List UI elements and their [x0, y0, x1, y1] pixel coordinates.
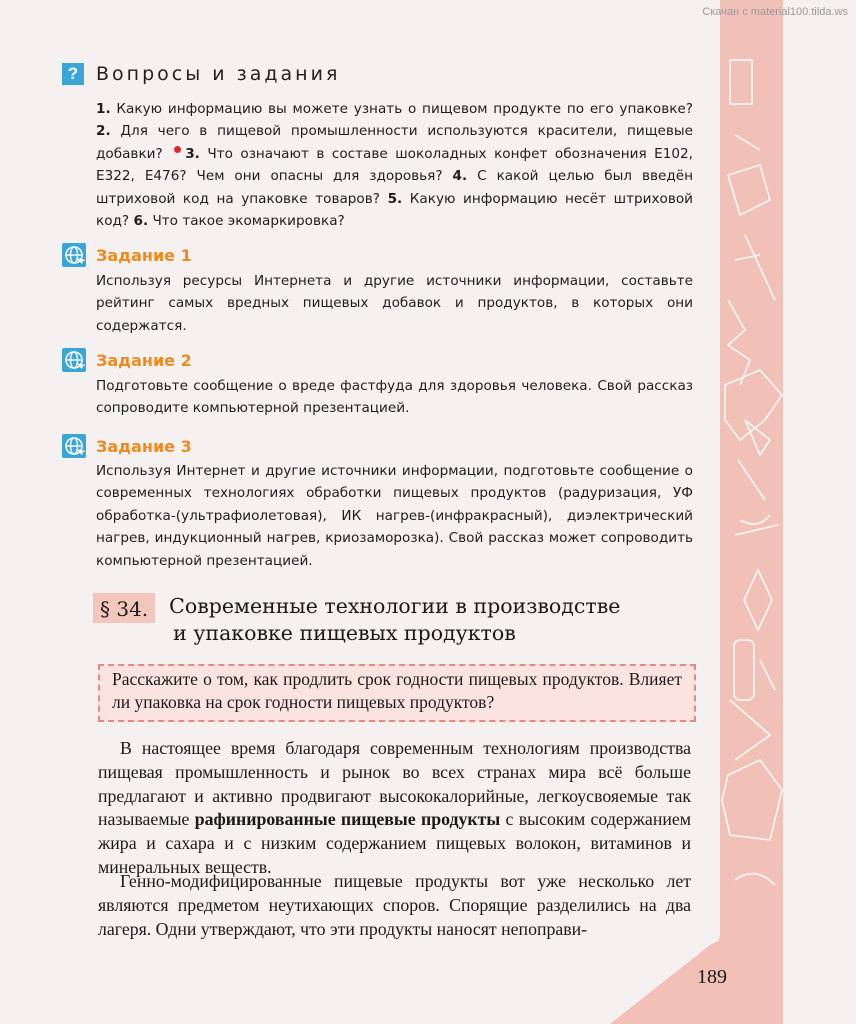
body-paragraph-1: [98, 737, 691, 880]
questions-list: [96, 98, 693, 232]
page-number: 189: [697, 966, 727, 988]
section-title: [169, 593, 620, 647]
task-1-heading: [62, 243, 192, 267]
question-text: Для чего в пищевой промышленности используются красители, пищевые добавки?: [96, 123, 693, 162]
paragraph-text: В настоящее время благодаря современным технологиям производства пищевая промышленность и рынок во всех странах мира всё больше предлагают и активно продвигают высококалорийные, легкоусвояемые так называемые: [98, 738, 691, 830]
question-number: 6.: [133, 213, 149, 230]
task-2-heading: [62, 348, 192, 372]
questions-title: Вопросы и задания: [96, 63, 341, 85]
section-title-line: Современные технологии в производстве: [169, 594, 621, 618]
globe-icon: [62, 243, 86, 267]
body-paragraph-2: Генно-модифицированные пищевые продукты вот уже несколько лет являются предметом неутихающих споров. Спорящие разделились на два лагеря. Одни утверждают, что эти продукты наносят непоправи-: [98, 871, 691, 939]
question-number: 3.: [185, 145, 200, 162]
paragraph-text: с высоким содержанием жира и сахара и с низким содержанием пищевых волокон, витаминов и минеральных веществ.: [98, 809, 691, 877]
question-number: 2.: [96, 123, 111, 140]
question-text: Что такое экомаркировка?: [152, 213, 345, 230]
task-3-text: Используя Интернет и другие источники информации, подготовьте сообщение о современных технологиях обработки пищевых продуктов (радуризация, УФ обработка-(ультрафиолетовая), ИК нагрев-(инфракрасный), диэлектрический нагрев, индукционный нагрев, криозаморозка). Свой рассказ может сопроводить компьютерной презентацией.: [96, 463, 693, 569]
question-mark-icon: ?: [62, 63, 84, 85]
section-heading: [93, 593, 620, 647]
task-2-title: Задание 2: [96, 350, 192, 370]
questions-heading: [62, 63, 340, 85]
task-2-text: Подготовьте сообщение о вреде фастфуда для здоровья человека. Свой рассказ сопроводите компьютерной презентацией.: [96, 378, 693, 417]
task-3-title: Задание 3: [96, 436, 192, 456]
bold-term: рафинированные пищевые продукты: [194, 809, 501, 830]
globe-icon: [62, 348, 86, 372]
question-text: Какую информацию вы можете узнать о пищевом продукте по его упаковке?: [116, 101, 693, 117]
question-number: 4.: [452, 168, 468, 185]
task-3-heading: [62, 434, 192, 458]
prompt-text: Расскажите о том, как продлить срок годности пищевых продуктов. Влияет ли упаковка на срок годности пищевых продуктов?: [112, 669, 682, 712]
question-text: Что означают в составе шоколадных конфет обозначения Е102, Е322, Е476? Чем они опасны для здоровья?: [96, 145, 693, 185]
section-number: § 34.: [93, 593, 155, 623]
question-text: Какую информацию несёт штриховой код?: [96, 190, 693, 230]
task-1-title: Задание 1: [96, 245, 192, 265]
task-1-text: Используя ресурсы Интернета и другие источники информации, составьте рейтинг самых вредных пищевых добавок и продуктов, в которых они содержатся.: [96, 273, 693, 334]
difficulty-dot-icon: [174, 146, 181, 153]
question-number: 1.: [96, 101, 111, 117]
question-number: 5.: [387, 190, 403, 207]
watermark: Скачан с material100.tilda.ws: [702, 6, 848, 18]
section-title-line: и упаковке пищевых продуктов: [173, 621, 516, 645]
globe-icon: [62, 434, 86, 458]
question-text: С какой целью был введён штриховой код на упаковке товаров?: [96, 168, 693, 207]
